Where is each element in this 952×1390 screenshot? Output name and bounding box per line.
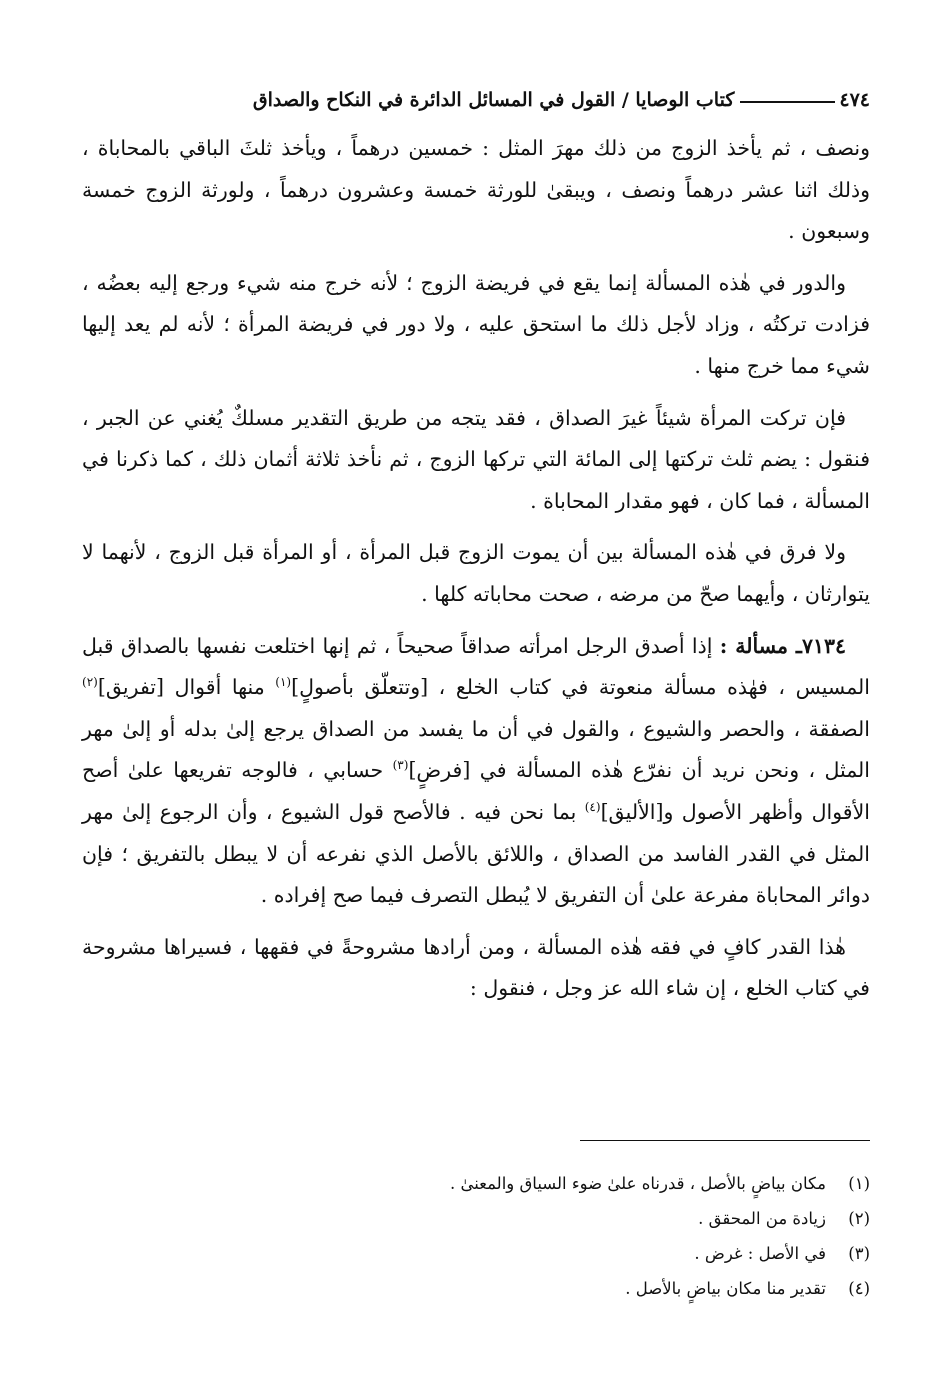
footnote-text: تقدير منا مكان بياضٍ بالأصل .	[625, 1279, 826, 1298]
footnote-item	[82, 1166, 870, 1201]
issue-paragraph	[82, 626, 870, 917]
footnotes	[82, 1166, 870, 1306]
running-header	[95, 80, 870, 120]
issue-number-label: ٧١٣٤ـ مسألة :	[719, 633, 846, 658]
main-text	[82, 128, 870, 1020]
footnote-item	[82, 1236, 870, 1271]
issue-text-e: بما نحن فيه . فالأصح قول الشيوع ، وأن الرجوع إلىٰ مهر المثل في القدر الفاسد من الصداق ، واللائق بالأصل الذي نفرعه أن لا يبطل بالتفريق ؛ فإن دوائر المحاباة مفرعة علىٰ أن التفريق لا يُبطل التصرف فيما صح إفراده .	[82, 799, 870, 908]
header-rule	[740, 101, 835, 103]
paragraph: ونصف ، ثم يأخذ الزوج من ذلك مهرَ المثل : خمسين درهماً ، ويأخذ ثلثَ الباقي بالمحاباة ، وذلك اثنا عشر درهماً ونصف ، ويبقىٰ للورثة خمسة وعشرون درهماً ، ولورثة الزوج خمسة وسبعون .	[82, 136, 870, 244]
footnote-text: في الأصل : غرض .	[694, 1244, 826, 1263]
footnote-separator	[580, 1140, 870, 1141]
footnote-ref-1[interactable]: (١)	[275, 675, 292, 690]
footnote-item	[82, 1201, 870, 1236]
footnote-text: مكان بياضٍ بالأصل ، قدرناه علىٰ ضوء السياق والمعنىٰ .	[449, 1174, 826, 1193]
footnote-item	[82, 1271, 870, 1306]
footnote-ref-2[interactable]: (٢)	[82, 675, 98, 690]
issue-text-a: إذا أصدق الرجل امرأته صداقاً صحيحاً ، ثم إنها اختلعت نفسها بالصداق قبل المسيس ، فهٰذه مسألة منعوتة في كتاب الخلع ، [وتتعلّق بأصولٍ]	[82, 633, 870, 700]
paragraph: والدور في هٰذه المسألة إنما يقع في فريضة الزوج ؛ لأنه خرج منه شيء ورجع إليه بعضُه ، فزادت تركتُه ، وزاد لأجل ذلك ما استحق عليه ، ولا دور في فريضة المرأة ؛ لأنه لم يعد إليها شيء مما خرج منها .	[82, 270, 870, 378]
paragraph: فإن تركت المرأة شيئاً غيرَ الصداق ، فقد يتجه من طريق التقدير مسلكٌ يُغني عن الجبر ، فنقول : يضم ثلث تركتها إلى المائة التي تركها الزوج ، ثم نأخذ ثلاثة أثمان ذلك ، كما ذكرنا في المسألة ، فما كان ، فهو مقدار المحاباة .	[82, 405, 870, 513]
page-number: ٤٧٤	[839, 89, 870, 111]
paragraph: ولا فرق في هٰذه المسألة بين أن يموت الزوج قبل المرأة ، أو المرأة قبل الزوج ، لأنهما لا يتوارثان ، وأيهما صحّ من مرضه ، صحت محاباته كلها .	[82, 540, 870, 606]
footnote-ref-3[interactable]: (٣)	[392, 758, 409, 773]
issue-text-c: الصفقة ، والحصر والشيوع ، والقول في أن ما يفسد من الصداق يرجع إلىٰ بدله أو إلىٰ مهر المثل ، ونحن نريد أن نفرّع هٰذه المسألة في [فرضٍ]	[82, 716, 870, 783]
footnote-text: زيادة من المحقق .	[698, 1209, 826, 1228]
footnote-number: (٣)	[848, 1244, 870, 1263]
issue-text-b: منها أقوال [تفريق]	[97, 675, 276, 700]
footnote-ref-4[interactable]: (٤)	[584, 800, 601, 815]
paragraph: هٰذا القدر كافٍ في فقه هٰذه المسألة ، ومن أرادها مشروحةً في فقهها ، فسيراها مشروحة في كتاب الخلع ، إن شاء الله عز وجل ، فنقول :	[82, 934, 870, 1001]
footnote-number: (٢)	[848, 1209, 870, 1228]
running-title: كتاب الوصايا / القول في المسائل الدائرة في النكاح والصداق	[252, 89, 735, 111]
footnote-number: (١)	[848, 1174, 870, 1193]
footnote-number: (٤)	[848, 1279, 870, 1298]
issue-text-d: حسابي ، فالوجه تفريعها علىٰ أصح الأقوال وأظهر الأصول و[الأليق]	[82, 758, 870, 824]
